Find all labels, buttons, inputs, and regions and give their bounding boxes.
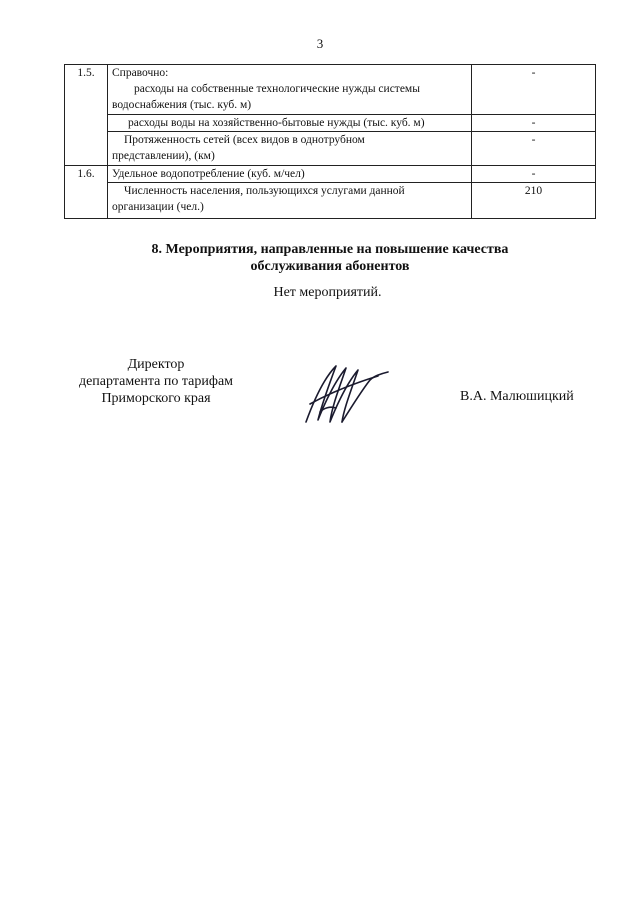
row-text: Удельное водопотребление (куб. м/чел) <box>112 168 305 180</box>
row-number: 1.6. <box>65 166 108 219</box>
row-text: Протяженность сетей (всех видов в однотрубном <box>124 134 365 146</box>
table-row <box>65 115 596 132</box>
section-title-line: 8. Мероприятия, направленные на повышение качества <box>151 242 509 257</box>
row-value: - <box>472 65 596 115</box>
row-value: - <box>472 115 596 132</box>
row-text: водоснабжения (тыс. куб. м) <box>112 99 252 111</box>
row-description <box>108 132 472 166</box>
signatory-position <box>56 356 256 407</box>
row-description <box>108 166 472 183</box>
row-text: расходы воды на хозяйственно-бытовые нужды (тыс. куб. м) <box>128 117 425 129</box>
row-value: 210 <box>472 183 596 219</box>
position-line: Директор <box>127 357 185 372</box>
table-row <box>65 166 596 183</box>
row-text: представлении), (км) <box>112 150 215 162</box>
row-value: - <box>472 132 596 166</box>
row-text: расходы на собственные технологические нужды системы <box>134 83 420 95</box>
row-description <box>108 115 472 132</box>
section-body: Нет мероприятий. <box>273 285 382 300</box>
indicators-table <box>64 64 596 219</box>
row-text: Численность населения, пользующихся услугами данной <box>124 185 405 197</box>
position-line: департамента по тарифам <box>78 374 234 389</box>
row-text: организации (чел.) <box>112 201 204 213</box>
handwritten-signature <box>300 360 395 430</box>
row-number: 1.5. <box>65 65 108 166</box>
row-value: - <box>472 166 596 183</box>
table-row <box>65 65 596 115</box>
section-title-line: обслуживания абонентов <box>250 259 410 274</box>
signatory-name: В.А. Малюшицкий <box>460 389 574 404</box>
page-number: 3 <box>316 36 324 51</box>
row-description <box>108 183 472 219</box>
section-heading <box>0 241 640 275</box>
table-row <box>65 132 596 166</box>
position-line: Приморского края <box>101 391 211 406</box>
table-row <box>65 183 596 219</box>
row-text: Справочно: <box>112 67 169 79</box>
row-description <box>108 65 472 115</box>
